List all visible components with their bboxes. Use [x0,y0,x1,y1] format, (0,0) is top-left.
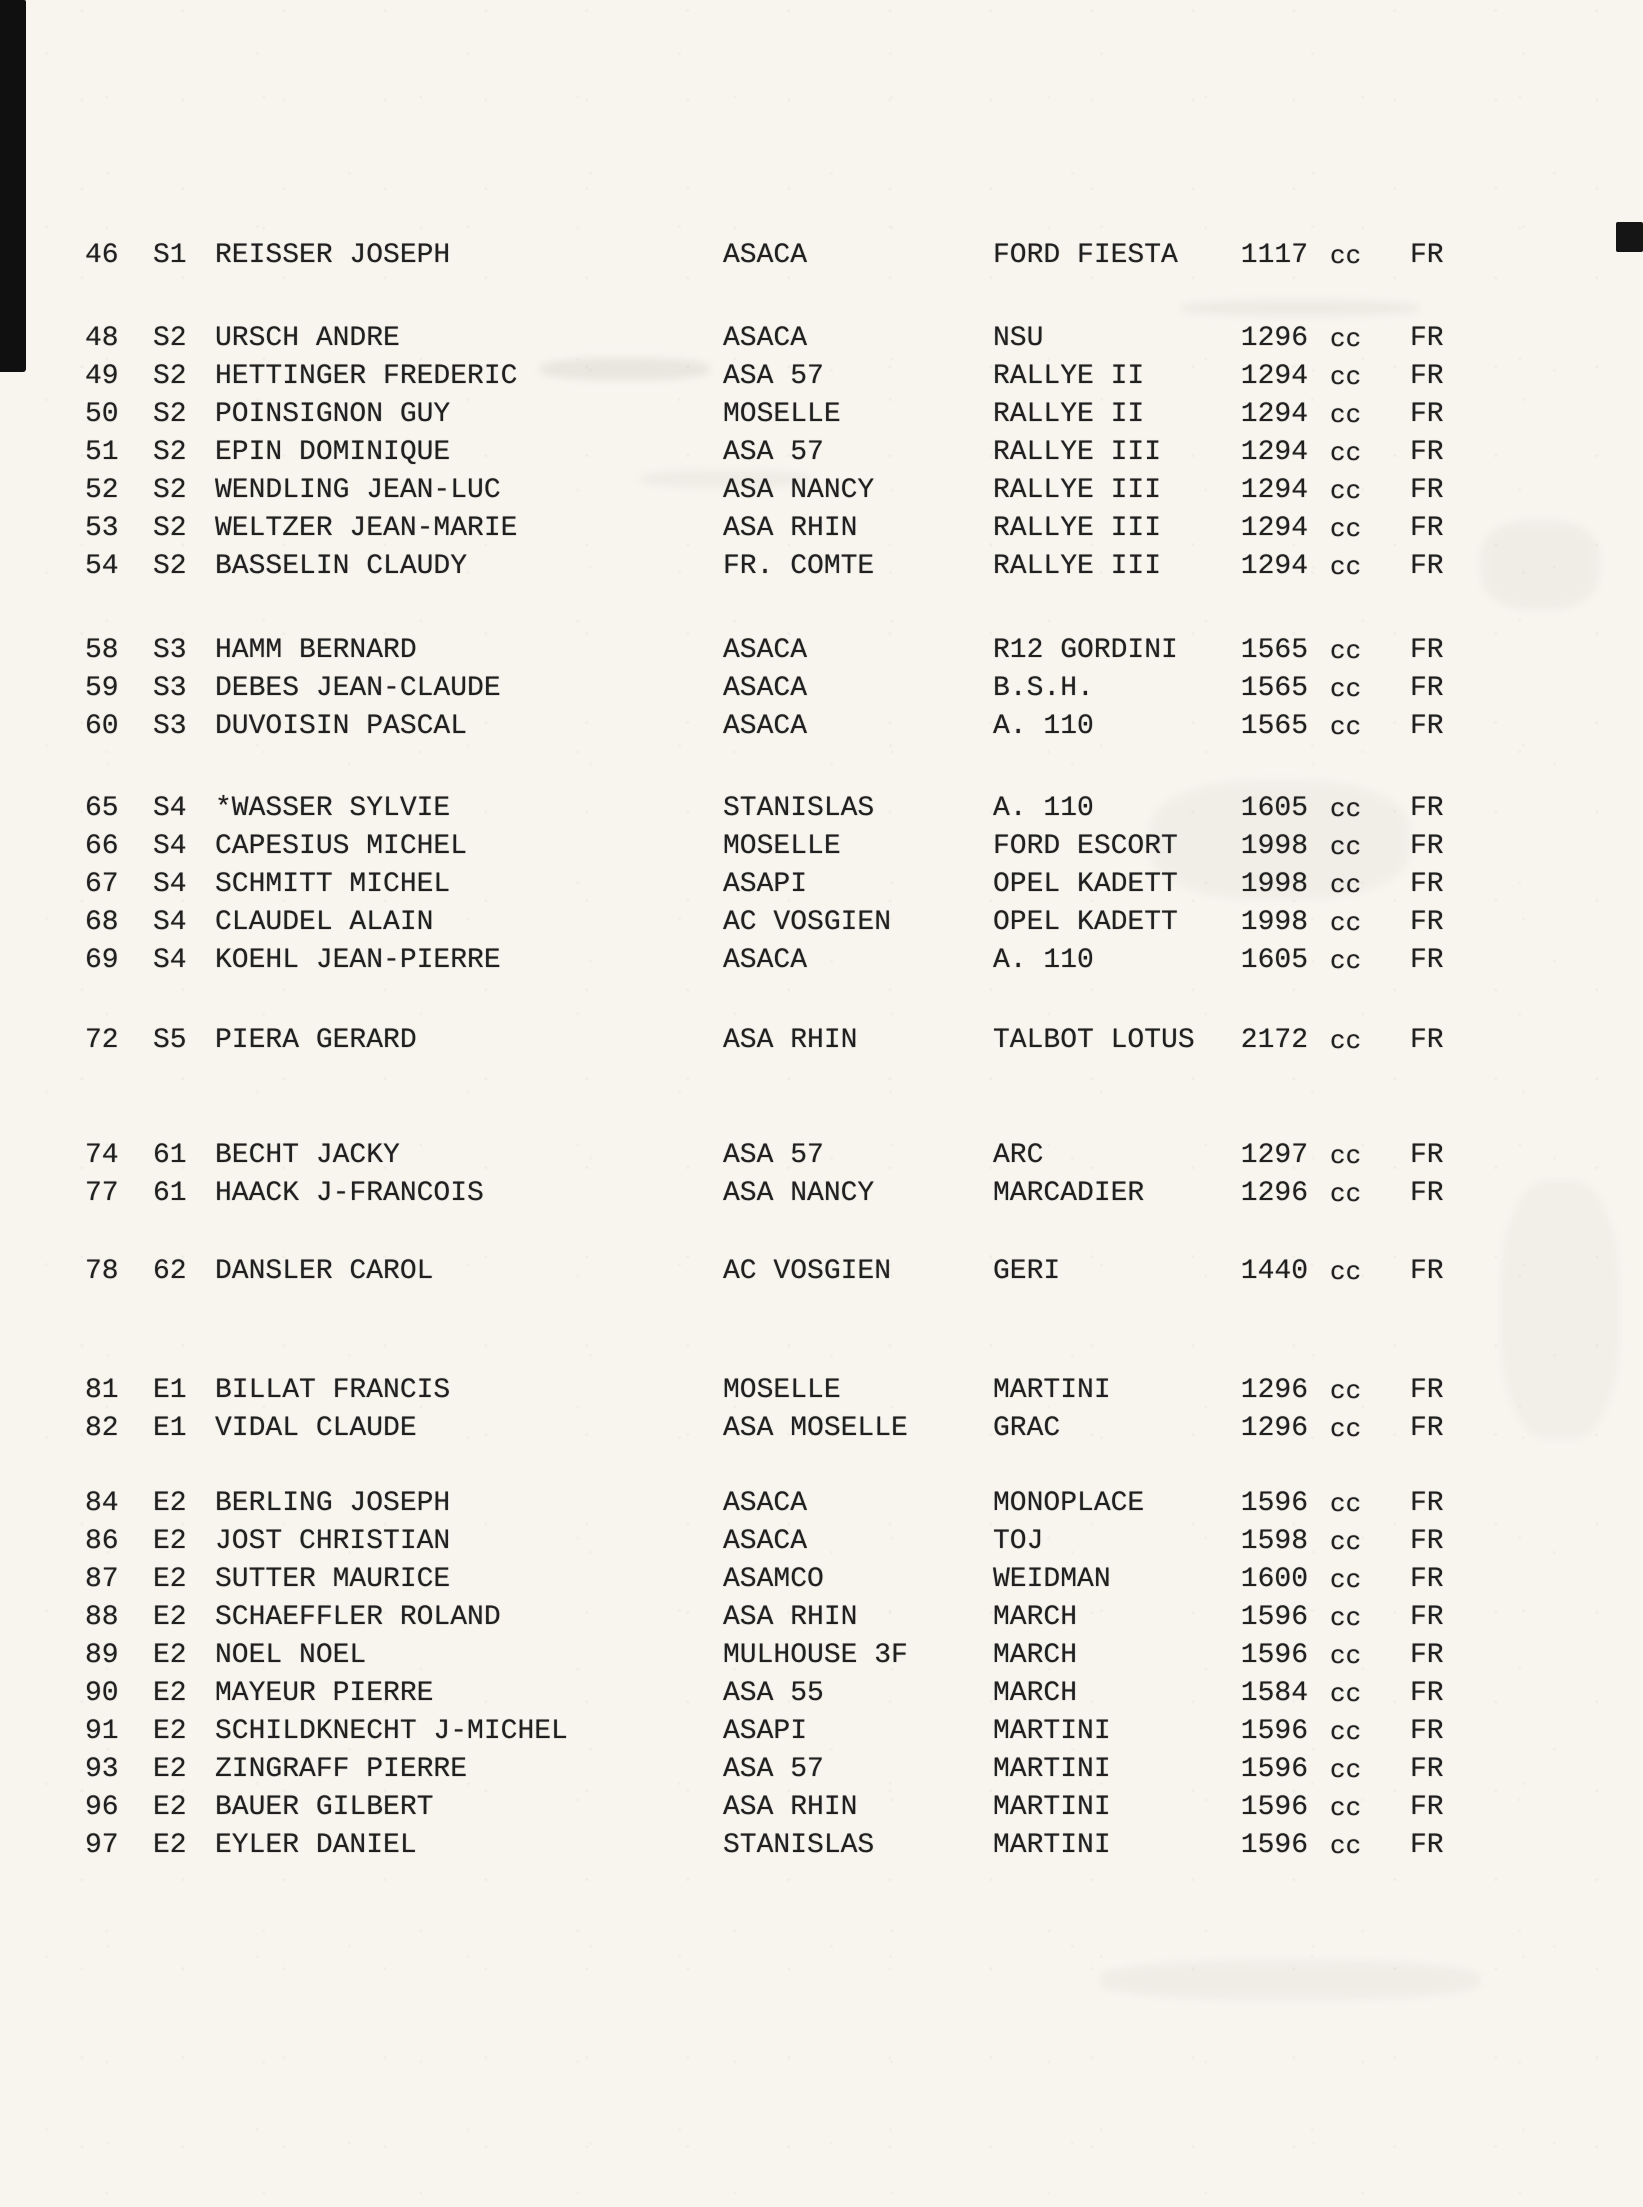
entry-cc: 1998 [1240,869,1308,900]
entry-cc: 1596 [1240,1640,1308,1671]
entry-number: 46 [85,240,119,271]
entry-car: MARTINI [993,1830,1111,1861]
entry-car: OPEL KADETT [993,907,1178,938]
entry-row [0,1137,1643,1175]
entry-driver: KOEHL JEAN-PIERRE [215,945,501,976]
entry-club: ASA MOSELLE [723,1413,908,1444]
entry-nationality: FR [1410,1178,1444,1209]
entry-row [0,1523,1643,1561]
entry-cc: 1605 [1240,793,1308,824]
entry-class: E2 [153,1678,187,1709]
entry-nationality: FR [1410,551,1444,582]
entry-nationality: FR [1410,1256,1444,1287]
entry-row [0,1410,1643,1448]
entry-driver: BILLAT FRANCIS [215,1375,451,1406]
entry-car: WEIDMAN [993,1564,1111,1595]
entry-driver: BASSELIN CLAUDY [215,551,468,582]
entry-car: R12 GORDINI [993,635,1178,666]
entry-row [0,237,1643,275]
entry-row [0,396,1643,434]
entry-row [0,1637,1643,1675]
entry-driver: MAYEUR PIERRE [215,1678,434,1709]
entry-cc-unit: cc [1330,636,1362,666]
entry-row [0,1751,1643,1789]
class-group-62 [0,1253,1643,1291]
entry-car: MARCH [993,1678,1078,1709]
entry-cc: 1294 [1240,513,1308,544]
entry-class: S2 [153,437,187,468]
entry-driver: DUVOISIN PASCAL [215,711,468,742]
entry-club: ASACA [723,711,808,742]
entry-class: E2 [153,1564,187,1595]
entry-nationality: FR [1410,1602,1444,1633]
entry-car: MONOPLACE [993,1488,1145,1519]
entry-class: S4 [153,831,187,862]
entry-row [0,1175,1643,1213]
entry-club: AC VOSGIEN [723,907,892,938]
entry-cc-unit: cc [1330,946,1362,976]
entry-cc-unit: cc [1330,1793,1362,1823]
entry-class: E2 [153,1716,187,1747]
entry-cc: 1600 [1240,1564,1308,1595]
entry-car: MARCH [993,1602,1078,1633]
class-group-S3 [0,632,1643,746]
entry-nationality: FR [1410,945,1444,976]
entry-nationality: FR [1410,1716,1444,1747]
entry-number: 77 [85,1178,119,1209]
entry-class: S2 [153,551,187,582]
entry-row [0,1485,1643,1523]
entry-nationality: FR [1410,1640,1444,1671]
entry-row [0,1599,1643,1637]
entry-nationality: FR [1410,513,1444,544]
entry-number: 48 [85,323,119,354]
entry-driver: HAACK J-FRANCOIS [215,1178,484,1209]
entry-class: S2 [153,513,187,544]
entry-driver: HAMM BERNARD [215,635,417,666]
entry-driver: BAUER GILBERT [215,1792,434,1823]
entry-class: S4 [153,869,187,900]
entry-nationality: FR [1410,1140,1444,1171]
entry-class: E2 [153,1640,187,1671]
entry-number: 51 [85,437,119,468]
entry-number: 72 [85,1025,119,1056]
entry-club: ASACA [723,673,808,704]
entry-car: MARTINI [993,1375,1111,1406]
entry-row [0,548,1643,586]
entry-nationality: FR [1410,1564,1444,1595]
entry-class: E2 [153,1602,187,1633]
entry-cc-unit: cc [1330,476,1362,506]
entry-driver: DEBES JEAN-CLAUDE [215,673,501,704]
entry-cc: 1596 [1240,1830,1308,1861]
entry-class: S3 [153,711,187,742]
entry-nationality: FR [1410,635,1444,666]
entry-nationality: FR [1410,831,1444,862]
class-group-S5 [0,1022,1643,1060]
entry-car: MARTINI [993,1792,1111,1823]
entry-club: ASACA [723,1488,808,1519]
entry-cc-unit: cc [1330,832,1362,862]
entry-car: MARCADIER [993,1178,1145,1209]
entry-club: FR. COMTE [723,551,875,582]
entry-car: FORD FIESTA [993,240,1178,271]
entry-club: ASA RHIN [723,1792,858,1823]
entry-cc: 1596 [1240,1754,1308,1785]
entry-cc: 1296 [1240,1413,1308,1444]
entry-cc: 1294 [1240,551,1308,582]
entry-cc: 1584 [1240,1678,1308,1709]
entry-car: MARCH [993,1640,1078,1671]
class-group-E1 [0,1372,1643,1448]
entry-number: 60 [85,711,119,742]
entry-driver: SCHMITT MICHEL [215,869,451,900]
entry-cc: 2172 [1240,1025,1308,1056]
entry-row [0,866,1643,904]
entry-cc-unit: cc [1330,908,1362,938]
class-group-S1 [0,237,1643,275]
entry-car: B.S.H. [993,673,1094,704]
entry-class: S3 [153,673,187,704]
entry-cc: 1294 [1240,475,1308,506]
entry-club: ASA 55 [723,1678,824,1709]
entry-club: STANISLAS [723,1830,875,1861]
entry-driver: EYLER DANIEL [215,1830,417,1861]
entry-cc-unit: cc [1330,1641,1362,1671]
entry-cc: 1297 [1240,1140,1308,1171]
entry-club: ASACA [723,1526,808,1557]
entry-nationality: FR [1410,1413,1444,1444]
entry-row [0,1372,1643,1410]
entry-cc-unit: cc [1330,400,1362,430]
entry-number: 88 [85,1602,119,1633]
entry-nationality: FR [1410,240,1444,271]
entry-driver: SCHAEFFLER ROLAND [215,1602,501,1633]
entry-cc: 1294 [1240,361,1308,392]
entry-driver: DANSLER CAROL [215,1256,434,1287]
entry-class: E2 [153,1754,187,1785]
entry-car: A. 110 [993,711,1094,742]
entry-number: 78 [85,1256,119,1287]
entry-row [0,708,1643,746]
entry-class: 62 [153,1256,187,1287]
entry-cc: 1605 [1240,945,1308,976]
entry-row [0,828,1643,866]
entry-car: RALLYE III [993,513,1162,544]
entry-row [0,320,1643,358]
entry-row [0,632,1643,670]
entry-row [0,904,1643,942]
entry-row [0,1827,1643,1865]
entry-car: GRAC [993,1413,1061,1444]
entry-number: 87 [85,1564,119,1595]
entry-nationality: FR [1410,475,1444,506]
entry-cc: 1440 [1240,1256,1308,1287]
entry-number: 49 [85,361,119,392]
entry-number: 86 [85,1526,119,1557]
entry-number: 58 [85,635,119,666]
entry-class: S3 [153,635,187,666]
class-group-E2 [0,1485,1643,1865]
entry-cc: 1565 [1240,673,1308,704]
entry-cc: 1296 [1240,1375,1308,1406]
entry-car: MARTINI [993,1716,1111,1747]
entry-club: MOSELLE [723,1375,841,1406]
entry-row [0,1022,1643,1060]
entry-club: ASA RHIN [723,1602,858,1633]
entry-cc-unit: cc [1330,1679,1362,1709]
entry-driver: PIERA GERARD [215,1025,417,1056]
entry-club: ASACA [723,945,808,976]
entry-number: 97 [85,1830,119,1861]
entry-number: 74 [85,1140,119,1171]
entry-class: S2 [153,323,187,354]
entry-row [0,1253,1643,1291]
entry-car: TALBOT LOTUS [993,1025,1195,1056]
entry-car: RALLYE III [993,475,1162,506]
entry-class: S2 [153,399,187,430]
entry-cc-unit: cc [1330,1141,1362,1171]
entry-driver: SCHILDKNECHT J-MICHEL [215,1716,568,1747]
entry-driver: EPIN DOMINIQUE [215,437,451,468]
entry-nationality: FR [1410,1792,1444,1823]
entry-car: RALLYE II [993,399,1145,430]
entry-nationality: FR [1410,323,1444,354]
entry-nationality: FR [1410,673,1444,704]
entry-number: 69 [85,945,119,976]
entry-cc: 1565 [1240,711,1308,742]
entry-club: ASAMCO [723,1564,824,1595]
entry-class: S4 [153,793,187,824]
entry-cc: 1294 [1240,437,1308,468]
entry-cc: 1596 [1240,1488,1308,1519]
entry-class: E2 [153,1488,187,1519]
entry-cc-unit: cc [1330,514,1362,544]
entry-nationality: FR [1410,907,1444,938]
entry-number: 81 [85,1375,119,1406]
entry-nationality: FR [1410,869,1444,900]
entry-club: ASA 57 [723,1754,824,1785]
entry-cc: 1294 [1240,399,1308,430]
entry-row [0,1713,1643,1751]
entry-car: RALLYE III [993,437,1162,468]
entry-cc-unit: cc [1330,1179,1362,1209]
entry-cc: 1596 [1240,1792,1308,1823]
entry-row [0,472,1643,510]
entry-cc-unit: cc [1330,1376,1362,1406]
entry-row [0,434,1643,472]
entry-cc-unit: cc [1330,552,1362,582]
entry-club: ASA NANCY [723,1178,875,1209]
entry-cc-unit: cc [1330,794,1362,824]
entry-number: 50 [85,399,119,430]
entry-nationality: FR [1410,1830,1444,1861]
entry-club: ASA RHIN [723,1025,858,1056]
entry-class: S2 [153,361,187,392]
entry-cc-unit: cc [1330,1831,1362,1861]
entry-car: RALLYE III [993,551,1162,582]
entry-row [0,1789,1643,1827]
entry-cc-unit: cc [1330,1565,1362,1595]
entry-driver: CLAUDEL ALAIN [215,907,434,938]
entry-car: A. 110 [993,945,1094,976]
entry-row [0,510,1643,548]
entry-number: 53 [85,513,119,544]
entry-car: OPEL KADETT [993,869,1178,900]
entry-nationality: FR [1410,793,1444,824]
entry-number: 91 [85,1716,119,1747]
entry-club: ASACA [723,323,808,354]
entry-driver: NOEL NOEL [215,1640,367,1671]
entry-cc-unit: cc [1330,1489,1362,1519]
entry-cc-unit: cc [1330,1603,1362,1633]
entry-row [0,942,1643,980]
entry-class: S5 [153,1025,187,1056]
entry-number: 84 [85,1488,119,1519]
entry-nationality: FR [1410,399,1444,430]
entry-driver: *WASSER SYLVIE [215,793,451,824]
entry-cc: 1596 [1240,1716,1308,1747]
entry-number: 68 [85,907,119,938]
entry-number: 89 [85,1640,119,1671]
entry-club: AC VOSGIEN [723,1256,892,1287]
entry-number: 90 [85,1678,119,1709]
entry-club: ASA 57 [723,361,824,392]
entry-row [0,358,1643,396]
class-group-S2 [0,320,1643,586]
entry-car: GERI [993,1256,1061,1287]
entry-cc-unit: cc [1330,1755,1362,1785]
entry-club: MOSELLE [723,399,841,430]
entry-class: S4 [153,907,187,938]
entry-class: E2 [153,1526,187,1557]
entry-nationality: FR [1410,711,1444,742]
entry-nationality: FR [1410,1678,1444,1709]
entry-number: 52 [85,475,119,506]
entry-cc: 1296 [1240,1178,1308,1209]
entry-driver: URSCH ANDRE [215,323,400,354]
entry-club: STANISLAS [723,793,875,824]
entry-cc: 1998 [1240,907,1308,938]
entry-cc-unit: cc [1330,712,1362,742]
entry-club: ASA RHIN [723,513,858,544]
entry-driver: SUTTER MAURICE [215,1564,451,1595]
entry-nationality: FR [1410,1754,1444,1785]
entry-class: S2 [153,475,187,506]
scan-artifact-smudge [1100,1960,1480,2000]
entry-driver: VIDAL CLAUDE [215,1413,417,1444]
entry-car: ARC [993,1140,1044,1171]
entry-club: ASA 57 [723,437,824,468]
entry-number: 82 [85,1413,119,1444]
entry-cc: 1998 [1240,831,1308,862]
entry-driver: ZINGRAFF PIERRE [215,1754,468,1785]
entry-class: 61 [153,1178,187,1209]
entry-nationality: FR [1410,1025,1444,1056]
entry-number: 96 [85,1792,119,1823]
entry-row [0,790,1643,828]
entry-row [0,1561,1643,1599]
entry-cc-unit: cc [1330,362,1362,392]
entry-nationality: FR [1410,1526,1444,1557]
entry-club: ASAPI [723,869,808,900]
entry-cc-unit: cc [1330,241,1362,271]
entry-row [0,670,1643,708]
entry-number: 67 [85,869,119,900]
entry-cc-unit: cc [1330,674,1362,704]
entry-club: ASACA [723,240,808,271]
entry-class: 61 [153,1140,187,1171]
entry-nationality: FR [1410,1375,1444,1406]
entry-nationality: FR [1410,1488,1444,1519]
entry-class: S4 [153,945,187,976]
entry-number: 65 [85,793,119,824]
entry-cc-unit: cc [1330,1717,1362,1747]
entry-cc-unit: cc [1330,870,1362,900]
entry-cc-unit: cc [1330,1257,1362,1287]
entry-cc: 1565 [1240,635,1308,666]
entry-cc-unit: cc [1330,438,1362,468]
entry-car: TOJ [993,1526,1044,1557]
entry-class: E2 [153,1830,187,1861]
entry-car: A. 110 [993,793,1094,824]
entry-class: E1 [153,1413,187,1444]
entry-driver: HETTINGER FREDERIC [215,361,518,392]
entry-club: ASA 57 [723,1140,824,1171]
entry-cc-unit: cc [1330,1414,1362,1444]
entry-driver: JOST CHRISTIAN [215,1526,451,1557]
entry-driver: CAPESIUS MICHEL [215,831,468,862]
entry-nationality: FR [1410,437,1444,468]
class-group-S4 [0,790,1643,980]
entry-club: ASAPI [723,1716,808,1747]
entry-driver: BERLING JOSEPH [215,1488,451,1519]
entry-club: MOSELLE [723,831,841,862]
entry-number: 59 [85,673,119,704]
entry-driver: WELTZER JEAN-MARIE [215,513,518,544]
entry-class: E2 [153,1792,187,1823]
entry-cc: 1117 [1240,240,1308,271]
entry-club: ASACA [723,635,808,666]
entry-club: ASA NANCY [723,475,875,506]
entry-nationality: FR [1410,361,1444,392]
entry-number: 93 [85,1754,119,1785]
entry-driver: POINSIGNON GUY [215,399,451,430]
entry-cc: 1596 [1240,1602,1308,1633]
entry-number: 54 [85,551,119,582]
entry-cc-unit: cc [1330,324,1362,354]
entry-number: 66 [85,831,119,862]
entry-cc-unit: cc [1330,1026,1362,1056]
entry-car: FORD ESCORT [993,831,1178,862]
entry-driver: WENDLING JEAN-LUC [215,475,501,506]
entry-club: MULHOUSE 3F [723,1640,908,1671]
entry-row [0,1675,1643,1713]
entry-class: S1 [153,240,187,271]
entry-car: NSU [993,323,1044,354]
entry-list [0,237,1643,1865]
entry-car: RALLYE II [993,361,1145,392]
entry-car: MARTINI [993,1754,1111,1785]
entry-driver: REISSER JOSEPH [215,240,451,271]
entry-driver: BECHT JACKY [215,1140,400,1171]
entry-cc-unit: cc [1330,1527,1362,1557]
class-group-61 [0,1137,1643,1213]
entry-cc: 1598 [1240,1526,1308,1557]
entry-class: E1 [153,1375,187,1406]
entry-cc: 1296 [1240,323,1308,354]
